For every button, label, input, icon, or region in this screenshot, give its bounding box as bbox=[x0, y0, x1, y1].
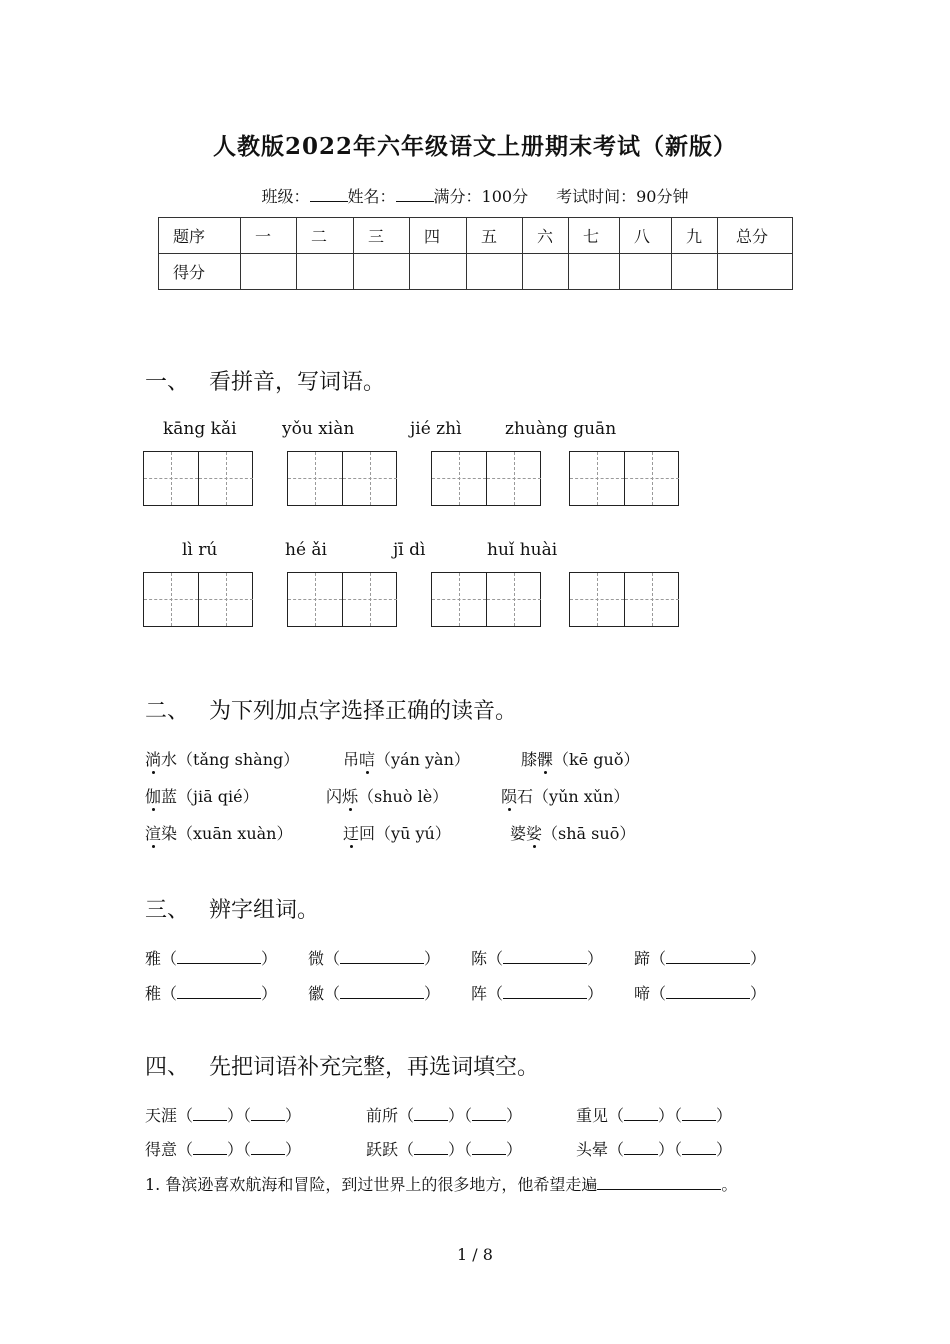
exam-time: 考试时间：90分钟 bbox=[556, 187, 689, 206]
answer-blank[interactable] bbox=[624, 1139, 658, 1155]
answer-blank[interactable] bbox=[251, 1105, 285, 1121]
pronunciation-item: 婆娑（shā suō） bbox=[510, 821, 635, 844]
section-number: 三、 bbox=[145, 898, 190, 923]
full-score: 满分：100分 bbox=[433, 187, 529, 206]
answer-blank[interactable] bbox=[340, 983, 424, 999]
answer-blank[interactable] bbox=[177, 948, 261, 964]
word-group-item: 阵（ ） bbox=[471, 984, 604, 1003]
dotted-char: 娑 bbox=[526, 821, 542, 844]
table-cell: 八 bbox=[620, 218, 672, 254]
answer-blank[interactable] bbox=[193, 1105, 227, 1121]
section-title: 先把词语补充完整，再选词填空。 bbox=[209, 1055, 540, 1080]
answer-blank[interactable] bbox=[414, 1105, 448, 1121]
score-cell[interactable] bbox=[297, 254, 354, 290]
reading-options[interactable]: （shā suō） bbox=[542, 824, 636, 843]
table-cell: 五 bbox=[467, 218, 523, 254]
writing-grid[interactable] bbox=[569, 451, 679, 506]
dotted-char: 淌 bbox=[145, 747, 161, 770]
table-cell: 四 bbox=[410, 218, 467, 254]
score-cell[interactable] bbox=[718, 254, 793, 290]
answer-blank[interactable] bbox=[666, 983, 750, 999]
page-title: 人教版2022年六年级语文上册期末考试（新版） bbox=[212, 133, 737, 160]
pinyin: jī dì bbox=[393, 540, 426, 560]
idiom-item: 重见（ ）（ ） bbox=[576, 1106, 733, 1125]
reading-options[interactable]: （yū yú） bbox=[375, 824, 451, 843]
idiom-item: 头晕（ ）（ ） bbox=[576, 1140, 733, 1159]
dotted-char: 渲 bbox=[145, 821, 161, 844]
section-number: 二、 bbox=[145, 699, 190, 724]
table-cell: 六 bbox=[523, 218, 569, 254]
score-cell[interactable] bbox=[672, 254, 718, 290]
section-3-heading bbox=[145, 893, 319, 924]
reading-options[interactable]: （jiā qié） bbox=[177, 787, 259, 806]
pinyin: hé ǎi bbox=[285, 540, 327, 560]
word-group-item: 啼（ ） bbox=[634, 984, 767, 1003]
score-cell[interactable] bbox=[354, 254, 410, 290]
pinyin: lì rú bbox=[182, 540, 218, 560]
dotted-char: 唁 bbox=[359, 747, 375, 770]
score-table bbox=[158, 217, 793, 290]
writing-grid[interactable] bbox=[143, 451, 253, 506]
pinyin: yǒu xiàn bbox=[282, 419, 355, 439]
pronunciation-item: 膝髁（kē guǒ） bbox=[521, 747, 639, 770]
score-table-score-row bbox=[159, 254, 793, 290]
table-cell: 三 bbox=[354, 218, 410, 254]
answer-blank[interactable] bbox=[597, 1174, 721, 1190]
table-cell: 一 bbox=[241, 218, 297, 254]
answer-blank[interactable] bbox=[666, 948, 750, 964]
dotted-char: 髁 bbox=[537, 747, 553, 770]
table-cell: 得分 bbox=[159, 254, 241, 290]
reading-options[interactable]: （tǎng shàng） bbox=[177, 750, 300, 769]
word-group-item: 稚（ ） bbox=[145, 984, 278, 1003]
answer-blank[interactable] bbox=[472, 1105, 506, 1121]
score-cell[interactable] bbox=[620, 254, 672, 290]
name-blank[interactable] bbox=[396, 187, 434, 202]
answer-blank[interactable] bbox=[340, 948, 424, 964]
answer-blank[interactable] bbox=[414, 1139, 448, 1155]
word-group-item: 微（ ） bbox=[308, 949, 441, 968]
fill-question-1: 1. 鲁滨逊喜欢航海和冒险，到过世界上的很多地方，他希望走遍 。 bbox=[145, 1175, 738, 1194]
idiom-item: 跃跃（ ）（ ） bbox=[366, 1140, 523, 1159]
word-group-item: 徽（ ） bbox=[308, 984, 441, 1003]
dotted-char: 迂 bbox=[343, 821, 359, 844]
reading-options[interactable]: （yǔn xǔn） bbox=[533, 787, 630, 806]
score-cell[interactable] bbox=[569, 254, 620, 290]
section-number: 一、 bbox=[145, 370, 190, 395]
word-group-item: 雅（ ） bbox=[145, 949, 278, 968]
pronunciation-item: 伽蓝（jiā qié） bbox=[145, 784, 259, 807]
reading-options[interactable]: （kē guǒ） bbox=[553, 750, 640, 769]
pinyin: jié zhì bbox=[410, 419, 462, 439]
writing-grid[interactable] bbox=[287, 572, 397, 627]
dotted-char: 陨 bbox=[501, 784, 517, 807]
pinyin: zhuàng guān bbox=[505, 419, 617, 439]
score-table-header-row bbox=[159, 218, 793, 254]
writing-grid[interactable] bbox=[431, 451, 541, 506]
reading-options[interactable]: （xuān xuàn） bbox=[177, 824, 293, 843]
table-cell: 二 bbox=[297, 218, 354, 254]
score-cell[interactable] bbox=[410, 254, 467, 290]
dotted-char: 伽 bbox=[145, 784, 161, 807]
table-cell: 题序 bbox=[159, 218, 241, 254]
section-number: 四、 bbox=[145, 1055, 190, 1080]
word-group-item: 陈（ ） bbox=[471, 949, 604, 968]
name-label: 姓名： bbox=[347, 187, 396, 206]
pronunciation-item: 陨石（yǔn xǔn） bbox=[501, 784, 629, 807]
idiom-item: 前所（ ）（ ） bbox=[366, 1106, 523, 1125]
answer-blank[interactable] bbox=[193, 1139, 227, 1155]
page-number: 1 / 8 bbox=[457, 1245, 493, 1264]
dotted-char: 烁 bbox=[342, 784, 358, 807]
section-1-heading bbox=[145, 365, 385, 396]
exam-info bbox=[0, 184, 950, 207]
answer-blank[interactable] bbox=[472, 1139, 506, 1155]
idiom-item: 得意（ ）（ ） bbox=[145, 1140, 302, 1159]
pinyin: kāng kǎi bbox=[163, 419, 237, 439]
pronunciation-item: 淌水（tǎng shàng） bbox=[145, 747, 299, 770]
class-label: 班级： bbox=[261, 187, 310, 206]
answer-blank[interactable] bbox=[624, 1105, 658, 1121]
writing-grid[interactable] bbox=[569, 572, 679, 627]
writing-grid[interactable] bbox=[287, 451, 397, 506]
pronunciation-item: 吊唁（yán yàn） bbox=[343, 747, 470, 770]
answer-blank[interactable] bbox=[177, 983, 261, 999]
reading-options[interactable]: （shuò lè） bbox=[358, 787, 449, 806]
idiom-item: 天涯（ ）（ ） bbox=[145, 1106, 302, 1125]
section-4-heading bbox=[145, 1050, 539, 1081]
section-2-heading bbox=[145, 694, 517, 725]
answer-blank[interactable] bbox=[682, 1139, 716, 1155]
section-title: 为下列加点字选择正确的读音。 bbox=[209, 699, 518, 724]
pinyin: huǐ huài bbox=[487, 540, 558, 560]
table-cell: 七 bbox=[569, 218, 620, 254]
writing-grid[interactable] bbox=[431, 572, 541, 627]
section-title: 辨字组词。 bbox=[209, 898, 320, 923]
table-cell: 总分 bbox=[718, 218, 793, 254]
reading-options[interactable]: （yán yàn） bbox=[375, 750, 470, 769]
score-cell[interactable] bbox=[241, 254, 297, 290]
writing-grid[interactable] bbox=[143, 572, 253, 627]
table-cell: 九 bbox=[672, 218, 718, 254]
section-title: 看拼音，写词语。 bbox=[209, 370, 386, 395]
pronunciation-item: 闪烁（shuò lè） bbox=[326, 784, 448, 807]
pronunciation-item: 迂回（yū yú） bbox=[343, 821, 451, 844]
score-cell[interactable] bbox=[467, 254, 523, 290]
score-cell[interactable] bbox=[523, 254, 569, 290]
class-blank[interactable] bbox=[310, 187, 348, 202]
pronunciation-item: 渲染（xuān xuàn） bbox=[145, 821, 292, 844]
answer-blank[interactable] bbox=[251, 1139, 285, 1155]
word-group-item: 蹄（ ） bbox=[634, 949, 767, 968]
answer-blank[interactable] bbox=[503, 983, 587, 999]
answer-blank[interactable] bbox=[503, 948, 587, 964]
answer-blank[interactable] bbox=[682, 1105, 716, 1121]
